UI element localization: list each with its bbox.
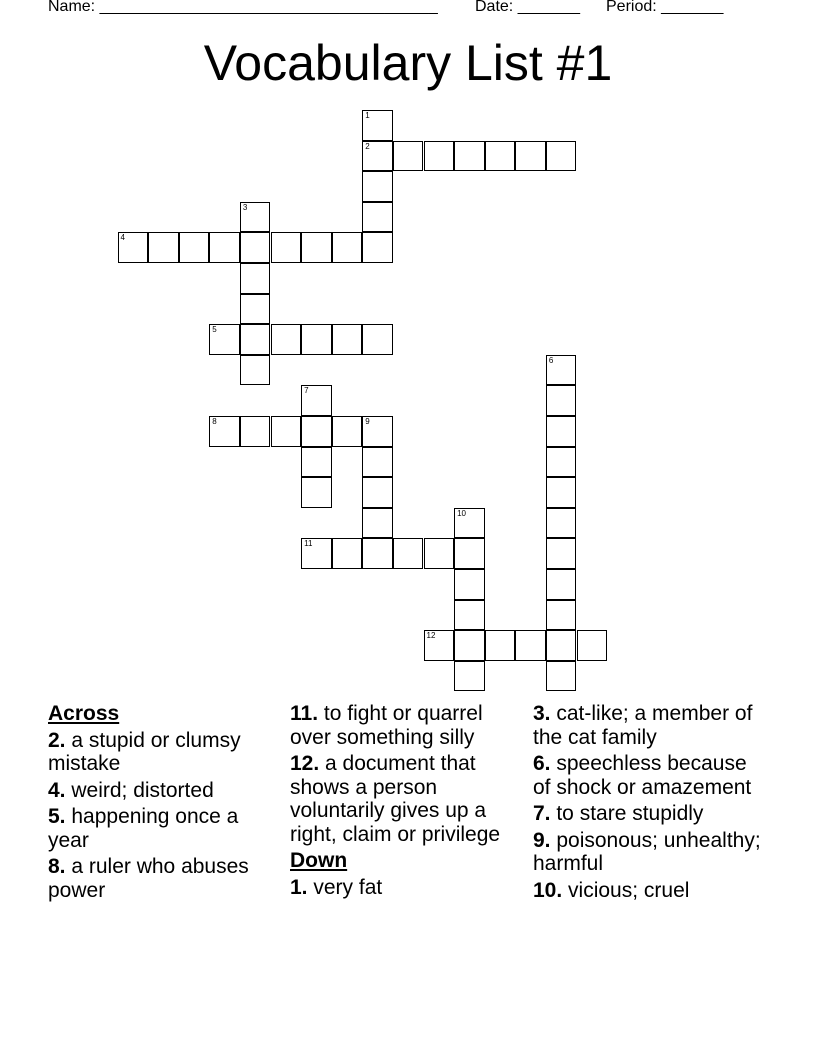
crossword-cell[interactable]: [485, 630, 516, 661]
name-field-label: Name: ______________________________________: [48, 0, 438, 15]
clue-text: a ruler who abuses power: [48, 855, 249, 902]
clue-text: to fight or quarrel over something silly: [290, 702, 483, 749]
clue-list: [290, 876, 522, 900]
crossword-cell[interactable]: [546, 630, 577, 661]
clue-number: 2.: [48, 728, 66, 752]
crossword-cell[interactable]: [301, 538, 332, 569]
period-field-label: Period: _______: [606, 0, 724, 15]
crossword-cell[interactable]: [485, 141, 516, 172]
crossword-cell[interactable]: [454, 630, 485, 661]
clue-item: [48, 805, 268, 852]
crossword-cell[interactable]: [362, 416, 393, 447]
crossword-cell[interactable]: [577, 630, 608, 661]
clues-column-2: [290, 702, 522, 902]
crossword-cell[interactable]: [240, 416, 271, 447]
crossword-cell[interactable]: [454, 141, 485, 172]
clue-item: [533, 829, 763, 876]
clue-number: 10.: [533, 878, 563, 902]
crossword-cell[interactable]: [240, 263, 271, 294]
crossword-cell[interactable]: [240, 294, 271, 325]
crossword-cell[interactable]: [546, 600, 577, 631]
clue-number: 12.: [290, 752, 320, 775]
date-field-label: Date: _______: [475, 0, 580, 15]
crossword-cell[interactable]: [546, 538, 577, 569]
crossword-cell[interactable]: [209, 324, 240, 355]
crossword-cell[interactable]: [546, 385, 577, 416]
crossword-cell[interactable]: [240, 202, 271, 233]
clue-list: [290, 702, 522, 846]
crossword-cell[interactable]: [515, 141, 546, 172]
crossword-cell[interactable]: [301, 232, 332, 263]
crossword-cell[interactable]: [179, 232, 210, 263]
crossword-cell[interactable]: [362, 538, 393, 569]
crossword-cell[interactable]: [301, 447, 332, 478]
clue-number: 11.: [290, 702, 319, 725]
cell-number: 6: [548, 355, 554, 365]
crossword-cell[interactable]: [271, 416, 302, 447]
clue-text: very fat: [307, 875, 383, 899]
crossword-cell[interactable]: [148, 232, 179, 263]
clue-number: 3.: [533, 702, 551, 725]
crossword-cell[interactable]: [393, 141, 424, 172]
crossword-cell[interactable]: [240, 355, 271, 386]
cell-number: 5: [212, 325, 217, 335]
crossword-cell[interactable]: [209, 232, 240, 263]
clue-item: [290, 876, 522, 900]
clue-number: 6.: [533, 752, 551, 775]
cell-number: 3: [242, 202, 248, 212]
clue-text: happening once a year: [48, 805, 239, 852]
crossword-cell[interactable]: [362, 477, 393, 508]
clue-item: [48, 855, 268, 902]
crossword-cell[interactable]: [546, 569, 577, 600]
crossword-cell[interactable]: [301, 324, 332, 355]
crossword-cell[interactable]: [546, 447, 577, 478]
crossword-cell[interactable]: [362, 447, 393, 478]
clue-text: cat-like; a member of the cat family: [533, 702, 753, 749]
clues-column-1: [48, 702, 268, 905]
crossword-cell[interactable]: [362, 110, 393, 141]
crossword-cell[interactable]: [546, 416, 577, 447]
crossword-cell[interactable]: [454, 538, 485, 569]
clue-item: [533, 802, 763, 826]
down-heading: Down: [290, 849, 348, 872]
cell-number: 2: [365, 141, 370, 151]
crossword-cell[interactable]: [454, 600, 485, 631]
crossword-cell[interactable]: [454, 508, 485, 539]
crossword-cell[interactable]: [546, 477, 577, 508]
clue-text: vicious; cruel: [562, 878, 690, 902]
clue-text: a document that shows a person voluntarily gives up a right, claim or privilege: [290, 752, 501, 846]
clue-text: weird; distorted: [65, 778, 214, 802]
clue-number: 5.: [48, 805, 66, 828]
cell-number: 4: [120, 233, 125, 243]
crossword-cell[interactable]: [424, 538, 455, 569]
clue-text: speechless because of shock or amazement: [533, 752, 752, 799]
clue-number: 9.: [533, 828, 551, 852]
crossword-cell[interactable]: [515, 630, 546, 661]
crossword-cell[interactable]: [362, 324, 393, 355]
crossword-cell[interactable]: [424, 630, 455, 661]
cell-number: 10: [457, 508, 466, 518]
crossword-cell[interactable]: [301, 477, 332, 508]
crossword-cell[interactable]: [546, 141, 577, 172]
crossword-cell[interactable]: [240, 324, 271, 355]
clue-item: [533, 702, 763, 749]
crossword-cell[interactable]: [424, 141, 455, 172]
crossword-cell[interactable]: [332, 538, 363, 569]
crossword-cell[interactable]: [362, 202, 393, 233]
crossword-cell[interactable]: [362, 171, 393, 202]
across-heading: Across: [48, 702, 120, 725]
cell-number: 9: [365, 417, 370, 426]
clue-item: [48, 779, 268, 803]
clue-item: [290, 752, 522, 846]
clue-text: a stupid or clumsy mistake: [48, 728, 241, 775]
clue-item: [48, 729, 268, 776]
crossword-cell[interactable]: [393, 538, 424, 569]
cell-number: 1: [365, 111, 370, 120]
crossword-cell[interactable]: [301, 385, 332, 416]
clue-number: 8.: [48, 855, 66, 878]
clue-text: to stare stupidly: [550, 802, 704, 825]
clue-item: [533, 752, 763, 799]
clue-item: [290, 702, 522, 749]
cell-number: 8: [212, 417, 217, 426]
clue-number: 7.: [533, 802, 551, 825]
cell-number: 11: [304, 539, 313, 549]
crossword-cell[interactable]: [271, 232, 302, 263]
crossword-cell[interactable]: [454, 569, 485, 600]
clue-item: [533, 879, 763, 903]
crossword-cell[interactable]: [546, 355, 577, 386]
clues-column-3: [533, 702, 763, 905]
cell-number: 7: [304, 386, 309, 396]
crossword-cell[interactable]: [332, 232, 363, 263]
crossword-cell[interactable]: [362, 508, 393, 539]
page-title: Vocabulary List #1: [203, 35, 613, 91]
crossword-cell[interactable]: [332, 324, 363, 355]
crossword-cell[interactable]: [332, 416, 363, 447]
clue-number: 1.: [290, 875, 308, 899]
crossword-cell[interactable]: [209, 416, 240, 447]
crossword-cell[interactable]: [454, 661, 485, 692]
crossword-cell[interactable]: [301, 416, 332, 447]
crossword-cell[interactable]: [271, 324, 302, 355]
clue-list: [48, 729, 268, 903]
crossword-cell[interactable]: [240, 232, 271, 263]
clue-list: [533, 702, 763, 902]
crossword-cell[interactable]: [546, 661, 577, 692]
crossword-cell[interactable]: [362, 232, 393, 263]
crossword-cell[interactable]: [362, 141, 393, 172]
crossword-cell[interactable]: [118, 232, 149, 263]
clue-text: poisonous; unhealthy; harmful: [533, 828, 761, 875]
crossword-cell[interactable]: [546, 508, 577, 539]
cell-number: 12: [426, 631, 436, 641]
clue-number: 4.: [48, 778, 66, 802]
